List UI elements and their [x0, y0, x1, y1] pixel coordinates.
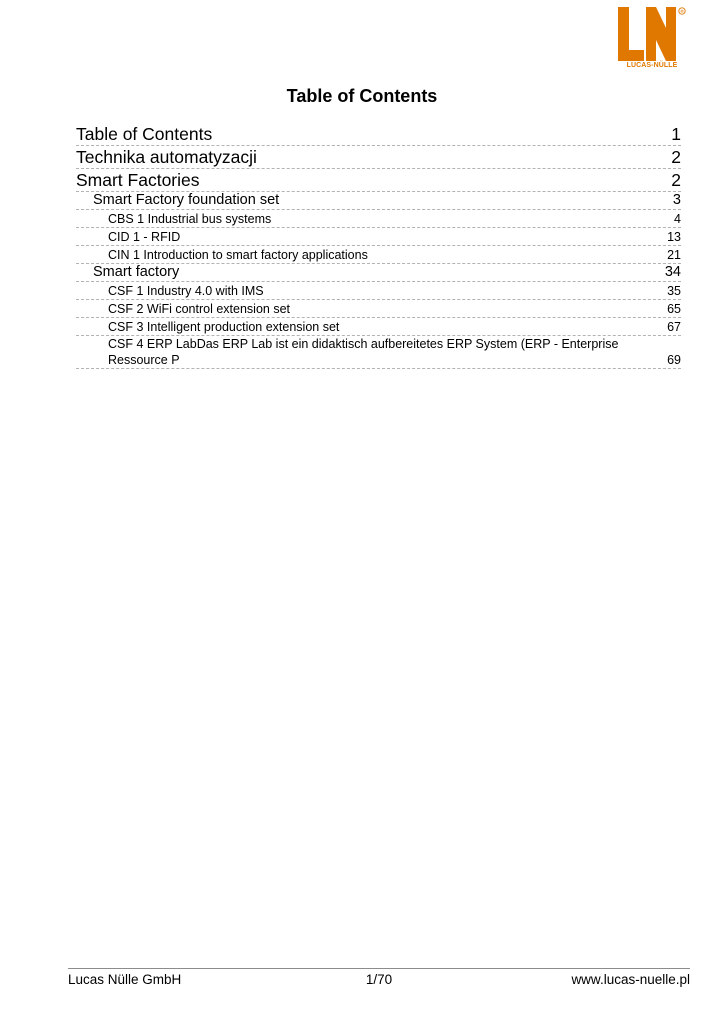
- toc-entry-label: Smart Factories: [76, 170, 200, 190]
- registered-mark: ®: [680, 9, 684, 14]
- toc-entry-page: 21: [667, 248, 681, 262]
- toc-entry-label: CSF 4 ERP LabDas ERP Lab ist ein didaktisch aufbereitetes ERP System (ERP - Enterprise Ressource P: [108, 337, 619, 367]
- toc-entry[interactable]: [76, 146, 681, 169]
- toc-entry-label: Technika automatyzacji: [76, 147, 257, 167]
- footer-company: Lucas Nülle GmbH: [68, 972, 182, 987]
- toc-entry-label: CSF 3 Intelligent production extension set: [108, 320, 340, 334]
- toc-entry[interactable]: [76, 192, 681, 210]
- toc-entry[interactable]: [76, 318, 681, 336]
- toc-entry-page: 34: [664, 264, 681, 280]
- toc-entry[interactable]: [76, 169, 681, 192]
- ln-monogram-icon: [616, 5, 688, 65]
- toc-entry-page: 4: [674, 212, 681, 226]
- toc-entry[interactable]: [76, 300, 681, 318]
- toc-entry-page: 35: [667, 284, 681, 298]
- page-title: Table of Contents: [286, 86, 438, 106]
- toc-entry-label: CBS 1 Industrial bus systems: [108, 212, 272, 226]
- toc-entry-label: CID 1 - RFID: [108, 230, 181, 244]
- toc-entry-label: CSF 1 Industry 4.0 with IMS: [108, 284, 264, 298]
- toc-entry-label: Table of Contents: [76, 124, 213, 144]
- toc-entry[interactable]: [76, 123, 681, 146]
- toc-entry-label: Smart Factory foundation set: [93, 192, 280, 208]
- toc-entry[interactable]: [76, 228, 681, 246]
- page-footer: [68, 968, 690, 987]
- toc-entry-page: 13: [667, 230, 681, 244]
- footer-website[interactable]: www.lucas-nuelle.pl: [571, 972, 690, 987]
- toc-entry-label: Smart factory: [93, 264, 180, 280]
- toc-entry-label: CSF 2 WiFi control extension set: [108, 302, 291, 316]
- toc-entry-label: CIN 1 Introduction to smart factory applications: [108, 248, 368, 262]
- toc-entry-page: 65: [667, 302, 681, 316]
- toc-entry[interactable]: [76, 264, 681, 282]
- footer-page-indicator: 1/70: [365, 972, 393, 987]
- toc-entry[interactable]: [76, 336, 681, 369]
- table-of-contents: [76, 123, 681, 369]
- toc-entry-page: 3: [672, 192, 681, 208]
- toc-entry-page: 2: [671, 147, 681, 167]
- logo-wordmark: LUCAS-NÜLLE: [626, 62, 678, 69]
- toc-entry[interactable]: [76, 246, 681, 264]
- toc-entry-page: 2: [671, 170, 681, 190]
- toc-entry[interactable]: [76, 282, 681, 300]
- toc-entry-page: 67: [667, 320, 681, 334]
- toc-entry[interactable]: [76, 210, 681, 228]
- toc-entry-page: 69: [667, 353, 681, 367]
- toc-entry-page: 1: [671, 124, 681, 144]
